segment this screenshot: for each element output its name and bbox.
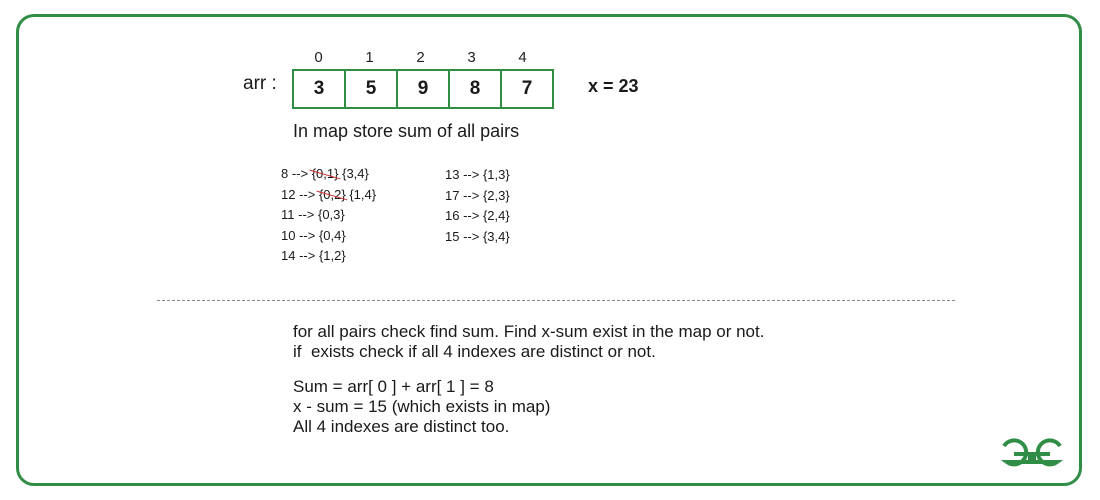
pair-sum: 11 [281, 207, 299, 222]
array-index: 2 [416, 49, 425, 66]
pair-sum: 14 [281, 248, 300, 263]
explanation-line: All 4 indexes are distinct too. [293, 417, 510, 436]
target-sum: x = 23 [588, 76, 639, 96]
pair-index: {3,4} [342, 166, 369, 181]
explanation-example [293, 377, 550, 437]
pair-index: {1,2} [318, 248, 346, 263]
pair-arrow: --> [298, 207, 318, 222]
pair-index-struck: {0,2} [319, 185, 346, 206]
pair-map-right-column [445, 165, 510, 247]
pair-index: {3,4} [482, 228, 510, 244]
array-cell: 8 [450, 71, 502, 107]
pair-arrow: --> [291, 166, 312, 181]
section-divider [157, 300, 955, 301]
explanation-line: if exists check if all 4 indexes are distinct or not. [293, 342, 656, 361]
array-cell: 9 [398, 71, 450, 107]
explanation-line: for all pairs check find sum. Find x-sum exist in the map or not. [293, 322, 765, 341]
pair-map-entry [281, 164, 376, 185]
pair-sum: 12 [281, 186, 300, 202]
explanation-steps [293, 322, 764, 362]
pair-index: {0,3} [317, 207, 345, 222]
geeksforgeeks-logo-icon [1000, 436, 1064, 477]
array-cell: 3 [294, 71, 346, 107]
explanation-line: x - sum = 15 (which exists in map) [293, 397, 551, 416]
array-index: 1 [365, 49, 374, 66]
pair-index: {1,4} [349, 186, 377, 202]
array-label: arr : [243, 73, 277, 94]
array-indices [293, 49, 548, 66]
pair-map-left-column [281, 164, 376, 267]
pair-map-entry [281, 205, 376, 226]
pair-arrow: --> [463, 187, 483, 203]
pair-map-entry [281, 185, 376, 206]
pair-sum: 17 [445, 187, 464, 203]
pair-arrow: --> [299, 248, 319, 263]
pair-index: {0,4} [318, 227, 346, 243]
pair-arrow: --> [463, 228, 483, 244]
array-box [292, 69, 554, 109]
pair-arrow: --> [299, 227, 319, 243]
explanation-line: Sum = arr[ 0 ] + arr[ 1 ] = 8 [293, 377, 494, 396]
pair-arrow: --> [463, 167, 483, 182]
array-cell: 5 [346, 71, 398, 107]
pair-index: {1,3} [482, 167, 510, 182]
pair-map-entry [445, 165, 510, 186]
pair-sum: 10 [281, 227, 300, 243]
array-cell: 7 [521, 78, 533, 99]
pair-map-entry [445, 206, 510, 227]
pair-map-entry [281, 246, 376, 267]
pair-map-entry [445, 186, 510, 207]
array-index: 0 [314, 49, 323, 66]
pair-sum: 16 [445, 208, 464, 223]
pair-sum: 13 [445, 167, 464, 182]
array-index: 4 [518, 49, 527, 66]
pair-index: {2,4} [482, 208, 510, 223]
map-title: In map store sum of all pairs [293, 121, 520, 141]
pair-arrow: --> [463, 208, 483, 223]
array-index: 3 [467, 49, 476, 66]
pair-map-entry [445, 227, 510, 248]
pair-map-entry [281, 226, 376, 247]
pair-arrow: --> [299, 186, 319, 202]
pair-index: {2,3} [482, 187, 510, 203]
pair-sum: 15 [445, 228, 464, 244]
pair-sum: 8 [281, 166, 292, 181]
pair-index-struck: {0,1} [312, 164, 339, 185]
